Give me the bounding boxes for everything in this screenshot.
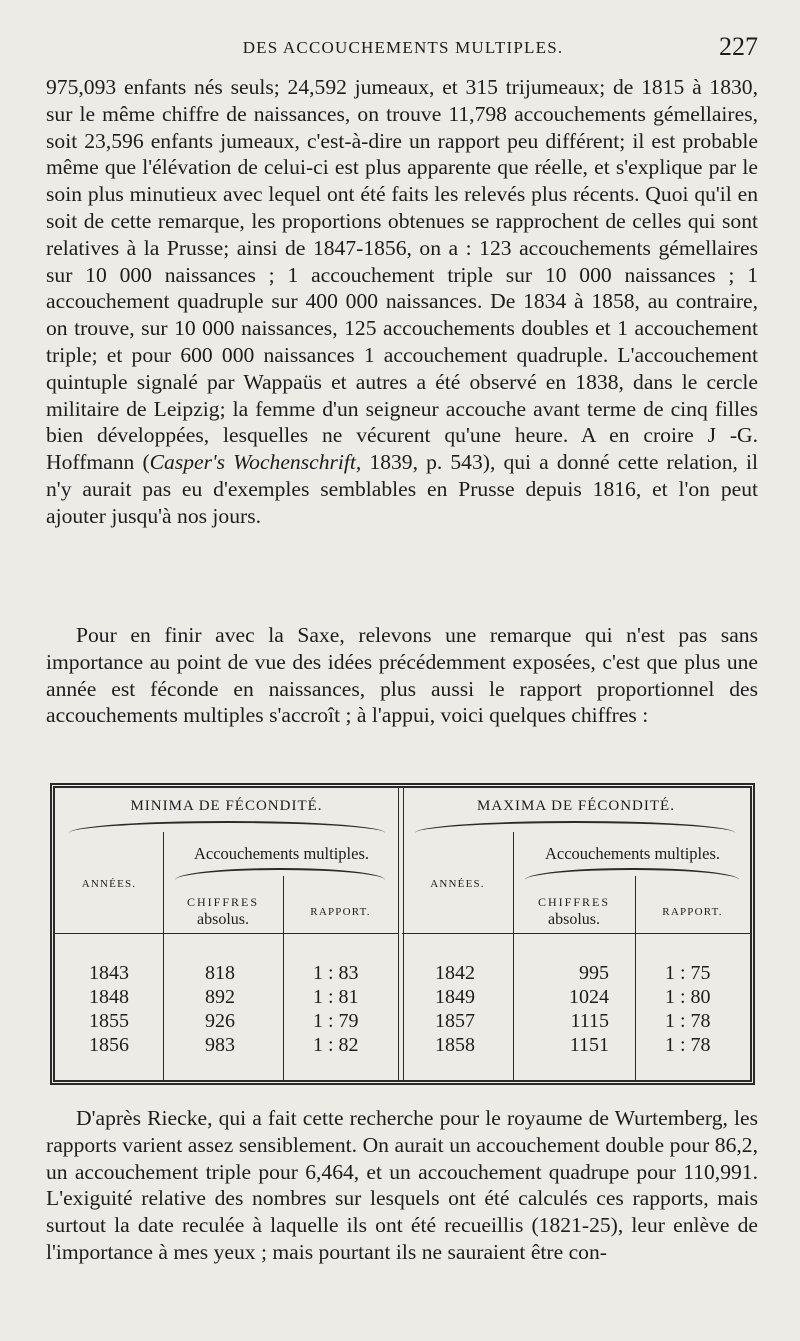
table-row: 1 : 82 — [313, 1034, 359, 1056]
table-row: 1 : 83 — [313, 962, 359, 984]
paragraph-1-text: 975,093 enfants nés seuls; 24,592 jumeaux, et 315 trijumeaux; de 1815 à 1830, sur le même chiffre de naissances, on trouve 11,798 accouchements gémellaires, soit 23,596 enfants jumeaux, c'est-à-dire un rapport peu différent; il est probable même que l'élévation de celui-ci est plus apparente que réelle, et s'explique par le soin plus minutieux avec lequel ont été faits les relevés plus récents. Quoi qu'il en soit de cette remarque, les proportions obtenues se rapprochent de celles qui sont relatives à la Prusse; ainsi de 1847-1856, on a : 123 accouchements gémellaires sur 10 000 naissances ; 1 accouchement triple sur 10 000 naissances ; 1 accouchement quadruple sur 400 000 naissances. De 1834 à 1858, au contraire, on trouve, sur 10 000 naissances, 125 accouchements doubles et 1 accouchement triple; et pour 600 000 naissances 1 accouchement quadruple. L'accouchement quintuple signalé par Wappaüs et autres a été observé en 1838, dans le cercle militaire de Leipzig; la femme d'un seigneur accouche avant terme de cinq filles bien développées, lesquelles ne vécurent qu'une heure. A en croire J -G. Hoffmann ( — [46, 75, 758, 475]
table-row: 1 : 81 — [313, 986, 359, 1008]
minima-brace — [69, 821, 385, 833]
page-number: 227 — [719, 32, 758, 61]
running-title: DES ACCOUCHEMENTS MULTIPLES. — [242, 38, 564, 57]
table-row: 926 — [205, 1010, 235, 1032]
maxima-header-rule — [402, 933, 750, 934]
table-row: 1842 — [435, 962, 475, 984]
maxima-heading: MAXIMA DE FÉCONDITÉ. — [477, 798, 675, 814]
running-header — [46, 32, 760, 64]
minima-sub-brace — [175, 868, 385, 880]
minima-col-rule-1 — [163, 832, 164, 1080]
table-row: 1849 — [435, 986, 475, 1008]
table-row: 1 : 75 — [665, 962, 711, 984]
table-row: 1115 — [570, 1010, 609, 1032]
minima-subheading: Accouchements multiples. — [193, 844, 370, 863]
maxima-brace — [415, 821, 735, 833]
fecundity-table — [50, 783, 755, 1085]
maxima-sub-brace — [525, 868, 739, 880]
minima-absolute — [205, 961, 235, 1057]
table-row: 1 : 80 — [665, 986, 711, 1008]
maxima-col-rule-1 — [513, 832, 514, 1080]
table-row: 818 — [205, 962, 235, 984]
maxima-col-absolute — [513, 894, 635, 928]
table-row: 995 — [579, 962, 609, 984]
minima-col-absolute — [163, 894, 283, 928]
maxima-subheading: Accouchements multiples. — [544, 844, 721, 863]
table-row: 1848 — [89, 986, 129, 1008]
minima-col-absolute-line1: CHIFFRES — [186, 895, 260, 909]
minima-col-absolute-line2: absolus. — [197, 911, 249, 928]
minima-col-ratio: RAPPORT. — [310, 906, 371, 918]
minima-col-year: ANNÉES. — [81, 878, 137, 890]
paragraph-3: D'après Riecke, qui a fait cette recherche pour le royaume de Wurtemberg, les rapports varient assez sensiblement. On aurait un accouchement double pour 86,2, un accouchement triple pour 6,464, et un accouchement quadrupe pour 110,991. L'exiguité relative des nombres sur lesquels ont été calculés ces rapports, mais surtout la date reculée à laquelle ils ont été recueillis (1821-25), leur enlève de l'importance à mes yeux ; mais pourtant ils ne sauraient être con- — [46, 1106, 758, 1264]
maxima-col-absolute-line1: CHIFFRES — [537, 895, 611, 909]
table-row: 1024 — [569, 986, 609, 1008]
maxima-col-year: ANNÉES. — [430, 878, 485, 890]
table-row: 1858 — [435, 1034, 475, 1056]
table-row: 1 : 78 — [665, 1010, 711, 1032]
maxima-col-absolute-line2: absolus. — [548, 911, 600, 928]
maxima-absolute — [549, 961, 609, 1057]
table-row: 1857 — [435, 1010, 475, 1032]
minima-years — [89, 961, 129, 1057]
table-middle-rule — [398, 788, 404, 1080]
table-row: 1855 — [89, 1010, 129, 1032]
table-row: 983 — [205, 1034, 235, 1056]
table-row: 892 — [205, 986, 235, 1008]
minima-heading: MINIMA DE FÉCONDITÉ. — [130, 798, 323, 814]
paragraph-1 — [46, 74, 758, 530]
table-row: 1 : 79 — [313, 1010, 359, 1032]
paragraph-2: Pour en finir avec la Saxe, relevons une remarque qui n'est pas sans importance au point de vue des idées précédemment exposées, c'est que plus une année est féconde en naissances, plus aussi le rapport proportionnel des accouchements multiples s'accroît ; à l'appui, voici quelques chiffres : — [46, 623, 758, 728]
paragraph-1-citation: Casper's Wochenschrift, — [149, 450, 362, 475]
table-row: 1856 — [89, 1034, 129, 1056]
paragraph-1-end: 1839, p. 543), qui a donné cette relation, il n'y aurait pas eu d'exemples semblables en Prusse depuis 1816, et l'on peut ajouter jusqu'à nos jours. — [46, 450, 758, 528]
maxima-ratio — [665, 961, 711, 1057]
table-row: 1151 — [569, 1034, 609, 1056]
minima-header-rule — [55, 933, 398, 934]
maxima-col-ratio: RAPPORT. — [662, 906, 723, 918]
maxima-years — [435, 961, 475, 1057]
table-row: 1 : 78 — [665, 1034, 711, 1056]
table-row: 1843 — [89, 962, 129, 984]
minima-ratio — [313, 961, 359, 1057]
